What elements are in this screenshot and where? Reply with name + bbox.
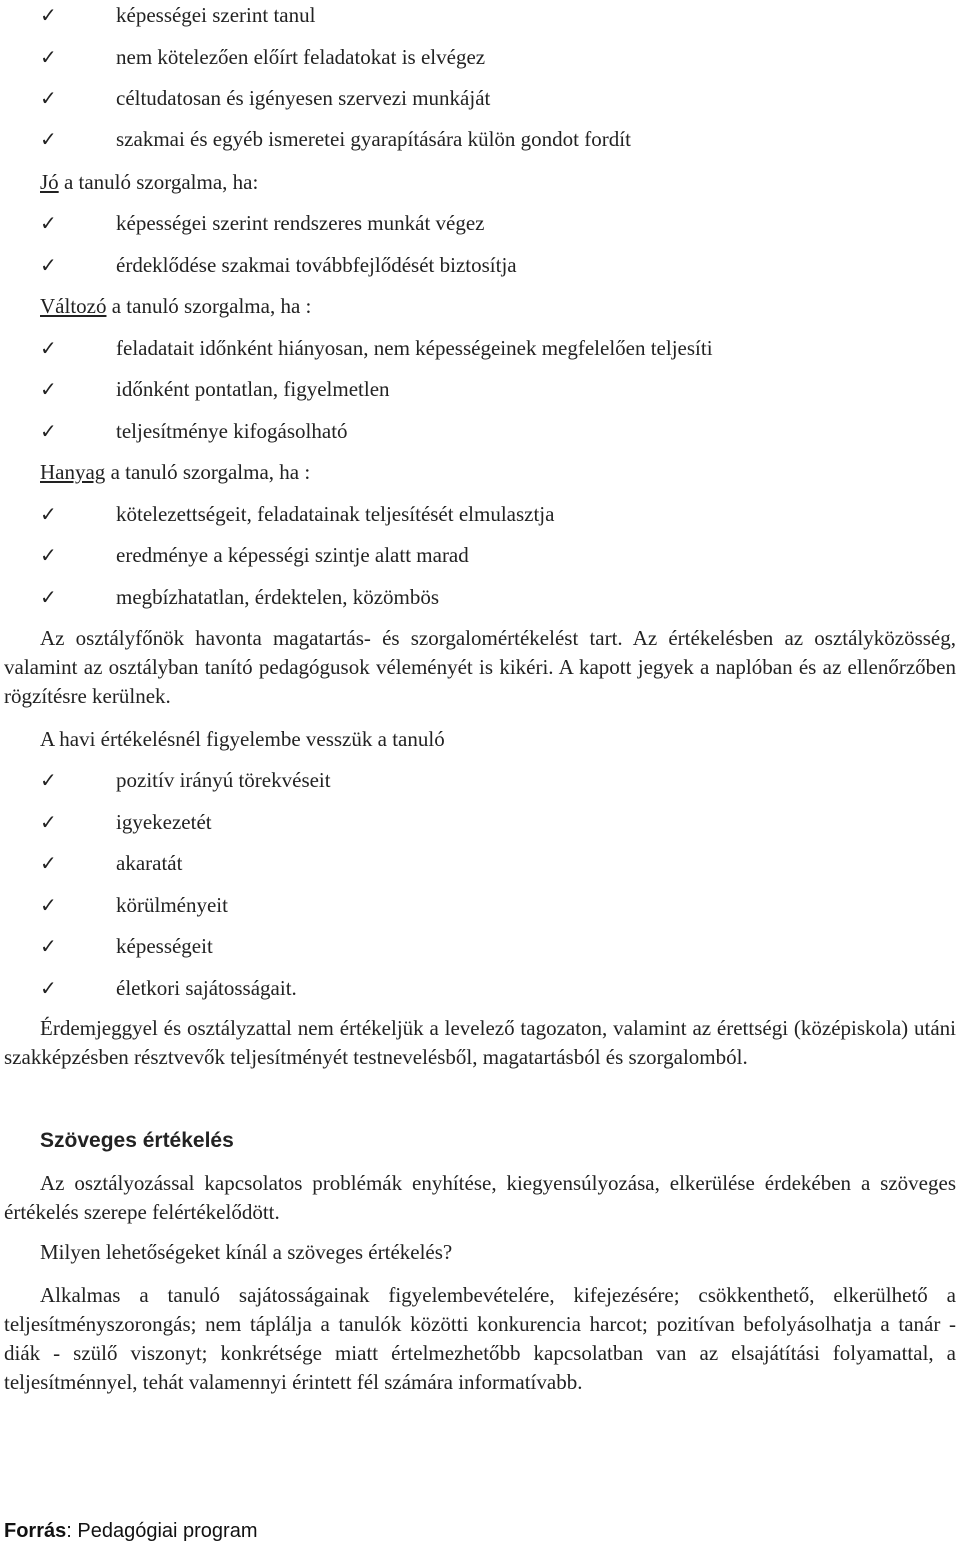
list-item-text: életkori sajátosságait. <box>116 976 297 1000</box>
paragraph-text: Az osztályozással kapcsolatos problémák enyhítése, kiegyensúlyozása, elkerülése érdekében a szöveges értékelés szerepe felértékelődött. <box>4 1171 956 1224</box>
paragraph-osztalyozas <box>4 1169 956 1227</box>
checkmark-icon: ✓ <box>40 585 57 609</box>
list-item-text: céltudatosan és igényesen szervezi munkáját <box>116 86 491 110</box>
list-item-text: eredménye a képességi szintje alatt marad <box>116 543 469 567</box>
list-item-text: pozitív irányú törekvéseit <box>116 768 331 792</box>
checkmark-icon: ✓ <box>40 45 57 69</box>
checkmark-icon: ✓ <box>40 976 57 1000</box>
list-item-text: megbízhatatlan, érdektelen, közömbös <box>116 585 440 609</box>
list-item-text: szakmai és egyéb ismeretei gyarapítására külön gondot fordít <box>116 127 631 151</box>
grade-heading-valtozo <box>40 293 311 320</box>
checkmark-icon: ✓ <box>40 3 57 27</box>
list-item-text: képességei szerint rendszeres munkát végez <box>116 211 485 235</box>
checkmark-icon: ✓ <box>40 419 57 443</box>
checkmark-icon: ✓ <box>40 768 57 792</box>
grade-heading-text: a tanuló szorgalma, ha : <box>105 460 311 484</box>
checkmark-icon: ✓ <box>40 810 57 834</box>
havi-intro: A havi értékelésnél figyelembe vesszük a tanuló <box>40 727 445 751</box>
checkmark-icon: ✓ <box>40 543 57 567</box>
checkmark-icon: ✓ <box>40 336 57 360</box>
checkmark-icon: ✓ <box>40 851 57 875</box>
grade-label: Hanyag <box>40 460 106 484</box>
paragraph-alkalmas <box>4 1281 956 1397</box>
list-item-text: képességei szerint tanul <box>116 3 316 27</box>
source-label: Forrás <box>4 1520 67 1542</box>
grade-heading-hanyag <box>40 459 310 486</box>
checkmark-icon: ✓ <box>40 86 57 110</box>
question-line: Milyen lehetőségeket kínál a szöveges értékelés? <box>40 1240 453 1264</box>
paragraph-osztalyfonok <box>4 624 956 711</box>
section-title: Szöveges értékelés <box>40 1129 234 1152</box>
source-line <box>4 1518 257 1545</box>
grade-label: Változó <box>40 294 107 318</box>
checkmark-icon: ✓ <box>40 502 57 526</box>
source-text: : Pedagógiai program <box>66 1520 258 1542</box>
list-item-text: akaratát <box>116 851 183 875</box>
checkmark-icon: ✓ <box>40 253 57 277</box>
grade-heading-text: a tanuló szorgalma, ha: <box>58 170 259 194</box>
list-item-text: kötelezettségeit, feladatainak teljesítését elmulasztja <box>116 502 555 526</box>
grade-heading-jo <box>40 169 258 196</box>
grade-heading-text: a tanuló szorgalma, ha : <box>106 294 312 318</box>
list-item-text: nem kötelezően előírt feladatokat is elvégez <box>116 45 486 69</box>
paragraph-text: Alkalmas a tanuló sajátosságainak figyelembevételére, kifejezésére; csökkenthető, elkerülhető a teljesítményszorongás; nem táplálja a tanulók közötti konkurencia harcot; pozitívan befolyásolhatja a tanár - diák - szülő viszonyt; konkrétsége miatt értelmezhetőbb kapcsolatban van az elsajátítási folyamattal, a teljesítménnyel, tehát valamennyi érintett fél számára informatívabb. <box>4 1283 956 1394</box>
checkmark-icon: ✓ <box>40 377 57 401</box>
checkmark-icon: ✓ <box>40 211 57 235</box>
checkmark-icon: ✓ <box>40 934 57 958</box>
paragraph-erdemjegy <box>4 1014 956 1072</box>
checkmark-icon: ✓ <box>40 893 57 917</box>
grade-label: Jó <box>40 170 59 194</box>
list-item-text: képességeit <box>116 934 213 958</box>
list-item-text: érdeklődése szakmai továbbfejlődését biztosítja <box>116 253 517 277</box>
checkmark-icon: ✓ <box>40 127 57 151</box>
list-item-text: időnként pontatlan, figyelmetlen <box>116 377 390 401</box>
list-item-text: igyekezetét <box>116 810 212 834</box>
paragraph-text: Érdemjeggyel és osztályzattal nem értékeljük a levelező tagozaton, valamint az érettségi (középiskola) utáni szakképzésben résztvevők teljesítményét testnevelésből, magatartásból és szorgalomból. <box>4 1016 956 1069</box>
paragraph-text: Az osztályfőnök havonta magatartás- és szorgalomértékelést tart. Az értékelésben az osztályközösség, valamint az osztályban tanító pedagógusok véleményét is kikéri. A kapott jegyek a naplóban és az ellenőrzőben rögzítésre kerülnek. <box>4 626 956 708</box>
list-item-text: feladatait időnként hiányosan, nem képességeinek megfelelően teljesíti <box>116 336 713 360</box>
list-item-text: teljesítménye kifogásolható <box>116 419 348 443</box>
list-item-text: körülményeit <box>116 893 228 917</box>
